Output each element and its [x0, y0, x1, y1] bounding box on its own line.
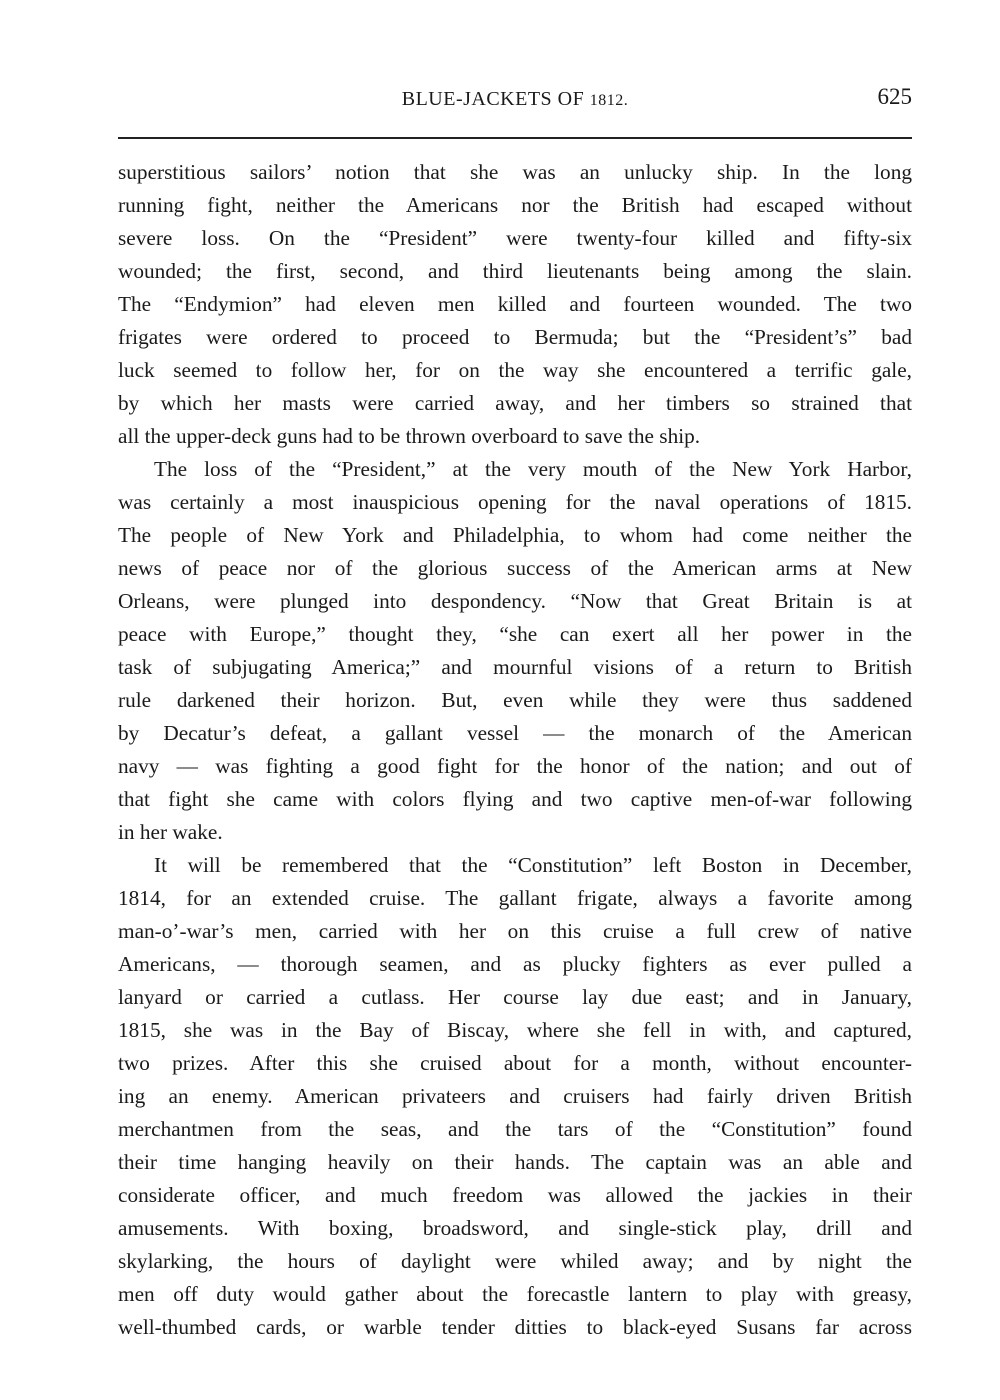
text-line: 1814, for an extended cruise. The gallant frigate, always a favorite among	[118, 886, 912, 910]
text-line: rule darkened their horizon. But, even while they were thus saddened	[118, 688, 912, 712]
text-line: The loss of the “President,” at the very mouth of the New York Harbor,	[154, 457, 912, 481]
text-line: two prizes. After this she cruised about for a month, without encounter-	[118, 1051, 912, 1075]
text-line: wounded; the first, second, and third lieutenants being among the slain.	[118, 259, 912, 283]
text-line: in her wake.	[118, 820, 223, 844]
text-line: ing an enemy. American privateers and cruisers had fairly driven British	[118, 1084, 912, 1108]
text-line: Orleans, were plunged into despondency. “Now that Great Britain is at	[118, 589, 912, 613]
text-line: severe loss. On the “President” were twenty-four killed and fifty-six	[118, 226, 912, 250]
paragraph	[118, 156, 912, 453]
text-line: well-thumbed cards, or warble tender ditties to black-eyed Susans far across	[118, 1315, 912, 1339]
text-line: superstitious sailors’ notion that she was an unlucky ship. In the long	[118, 160, 912, 184]
text-line: men off duty would gather about the forecastle lantern to play with greasy,	[118, 1282, 912, 1306]
text-line: by Decatur’s defeat, a gallant vessel — the monarch of the American	[118, 721, 912, 745]
text-line: all the upper-deck guns had to be thrown overboard to save the ship.	[118, 424, 701, 448]
text-line: that fight she came with colors flying and two captive men-of-war following	[118, 787, 912, 811]
paragraph	[118, 453, 912, 849]
page-header	[118, 84, 912, 124]
text-line: The people of New York and Philadelphia, to whom had come neither the	[118, 523, 912, 547]
running-title-text: BLUE-JACKETS OF	[401, 88, 585, 110]
running-title-year: 1812.	[589, 92, 629, 109]
text-line: by which her masts were carried away, and her timbers so strained that	[118, 391, 912, 415]
text-line: lanyard or carried a cutlass. Her course lay due east; and in January,	[118, 985, 912, 1009]
running-title	[118, 88, 912, 111]
body-text	[118, 156, 912, 1344]
text-line: It will be remembered that the “Constitution” left Boston in December,	[154, 853, 912, 877]
text-line: luck seemed to follow her, for on the way she encountered a terrific gale,	[118, 358, 912, 382]
text-line: considerate officer, and much freedom was allowed the jackies in their	[118, 1183, 912, 1207]
header-rule	[118, 137, 912, 139]
text-line: Americans, — thorough seamen, and as plucky fighters as ever pulled a	[118, 952, 912, 976]
text-line: skylarking, the hours of daylight were whiled away; and by night the	[118, 1249, 912, 1273]
text-line: was certainly a most inauspicious opening for the naval operations of 1815.	[118, 490, 912, 514]
text-line: their time hanging heavily on their hands. The captain was an able and	[118, 1150, 912, 1174]
text-line: frigates were ordered to proceed to Bermuda; but the “President’s” bad	[118, 325, 912, 349]
text-line: merchantmen from the seas, and the tars of the “Constitution” found	[118, 1117, 912, 1141]
page-number: 625	[877, 84, 912, 109]
text-line: 1815, she was in the Bay of Biscay, where she fell in with, and captured,	[118, 1018, 912, 1042]
text-line: man-o’-war’s men, carried with her on this cruise a full crew of native	[118, 919, 912, 943]
text-line: peace with Europe,” thought they, “she can exert all her power in the	[118, 622, 912, 646]
text-line: task of subjugating America;” and mournful visions of a return to British	[118, 655, 912, 679]
text-line: running fight, neither the Americans nor the British had escaped without	[118, 193, 912, 217]
text-line: news of peace nor of the glorious success of the American arms at New	[118, 556, 912, 580]
text-line: navy — was fighting a good fight for the honor of the nation; and out of	[118, 754, 912, 778]
paragraph	[118, 849, 912, 1344]
text-line: The “Endymion” had eleven men killed and fourteen wounded. The two	[118, 292, 912, 316]
text-line: amusements. With boxing, broadsword, and single-stick play, drill and	[118, 1216, 912, 1240]
